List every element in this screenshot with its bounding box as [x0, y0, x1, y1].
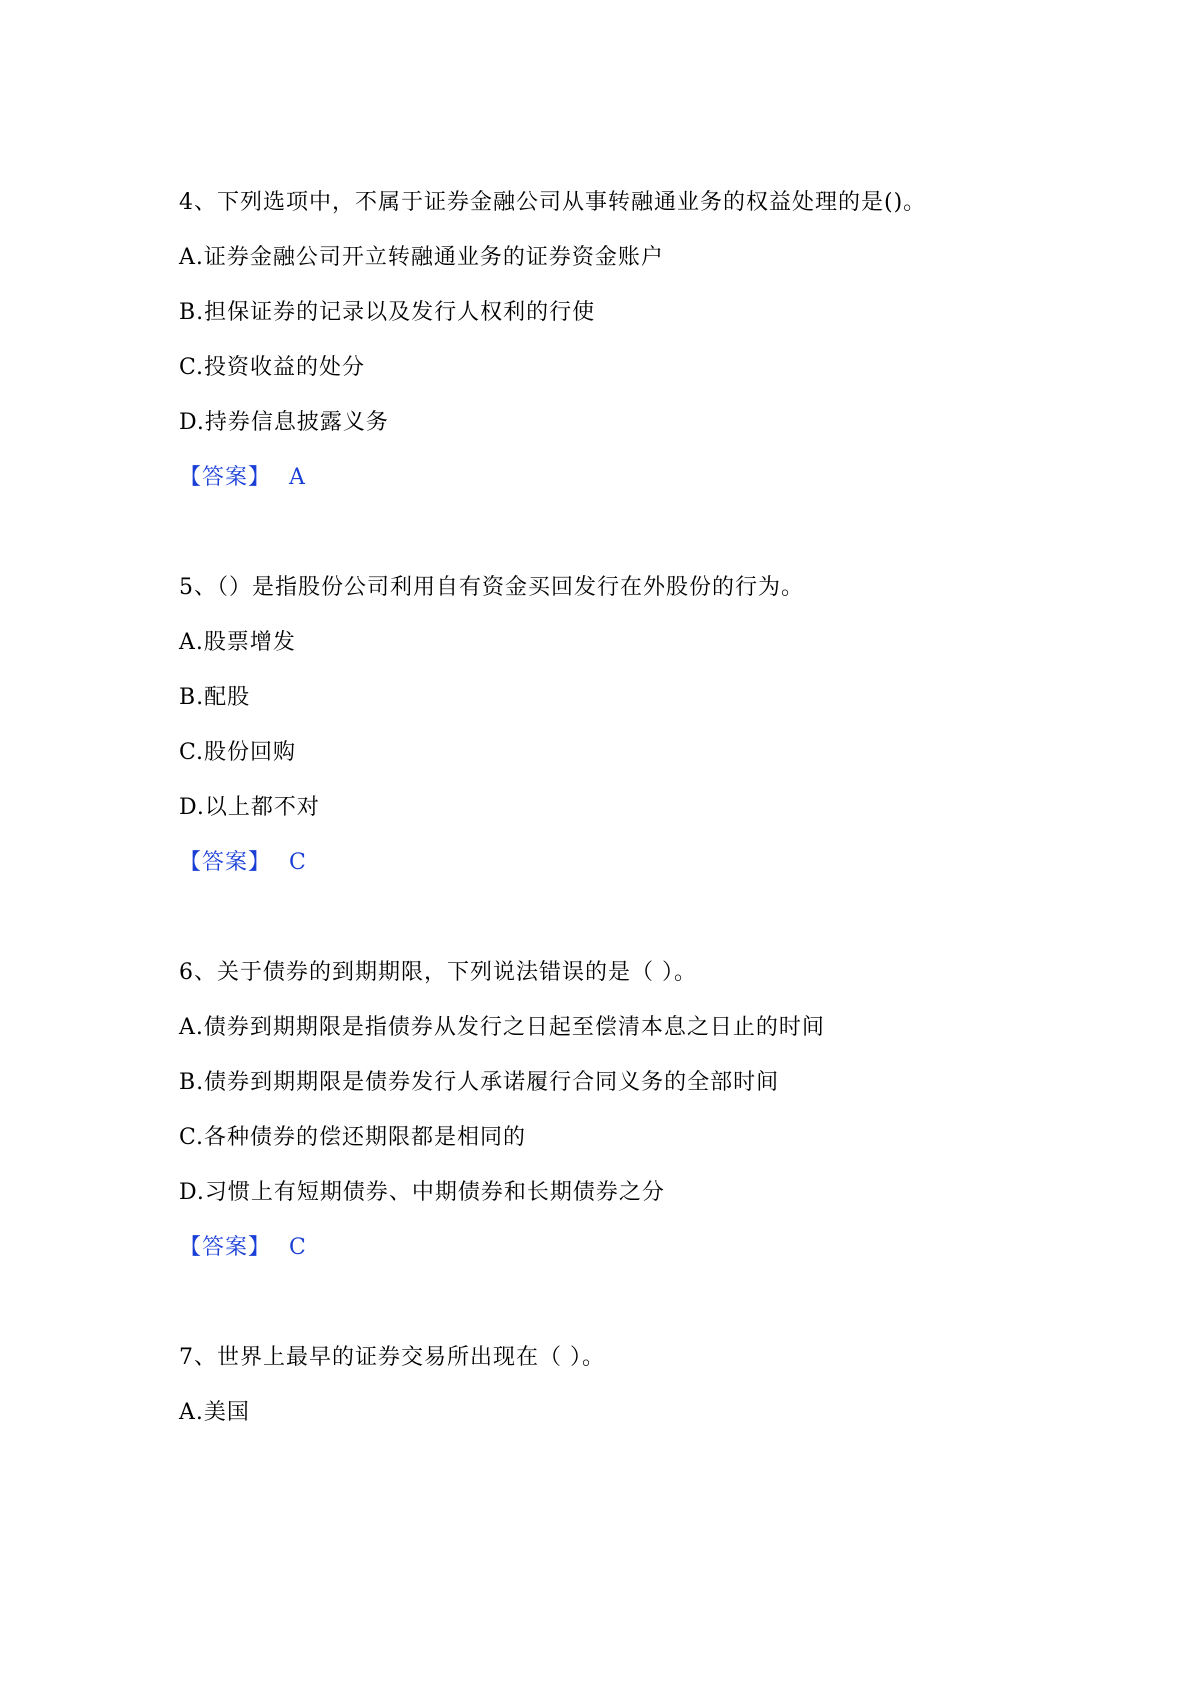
question-4-answer [179, 463, 306, 493]
question-5-answer [179, 848, 307, 878]
question-5-option-c: C.股份回购 [179, 740, 297, 765]
question-6-option-b: B.债券到期期限是债券发行人承诺履行合同义务的全部时间 [179, 1070, 780, 1095]
answer-label: 【答案】 [179, 1235, 272, 1260]
question-6-option-c: C.各种债券的偿还期限都是相同的 [179, 1125, 527, 1150]
answer-label: 【答案】 [179, 850, 272, 875]
question-5-option-a: A.股票增发 [179, 630, 296, 655]
question-7-stem: 7、世界上最早的证券交易所出现在（ ）。 [179, 1345, 605, 1370]
question-4-stem: 4、下列选项中，不属于证券金融公司从事转融通业务的权益处理的是()。 [179, 190, 927, 215]
question-6-option-a: A.债券到期期限是指债券从发行之日起至偿清本息之日止的时间 [179, 1015, 825, 1040]
question-6-answer [179, 1233, 307, 1263]
question-5-option-d: D.以上都不对 [179, 795, 320, 820]
question-6-stem: 6、关于债券的到期期限，下列说法错误的是（ ）。 [179, 960, 697, 985]
question-5-stem: 5、（）是指股份公司利用自有资金买回发行在外股份的行为。 [179, 575, 804, 600]
question-4-option-d: D.持券信息披露义务 [179, 410, 389, 435]
answer-value: A [289, 465, 306, 490]
answer-value: C [289, 1235, 307, 1260]
question-6-option-d: D.习惯上有短期债券、中期债券和长期债券之分 [179, 1180, 665, 1205]
answer-value: C [289, 850, 307, 875]
answer-label: 【答案】 [179, 465, 272, 490]
question-4-option-a: A.证券金融公司开立转融通业务的证券资金账户 [179, 245, 664, 270]
question-7-option-a: A.美国 [179, 1400, 250, 1425]
question-4-option-c: C.投资收益的处分 [179, 355, 366, 380]
question-4-option-b: B.担保证券的记录以及发行人权利的行使 [179, 300, 596, 325]
question-5-option-b: B.配股 [179, 685, 251, 710]
